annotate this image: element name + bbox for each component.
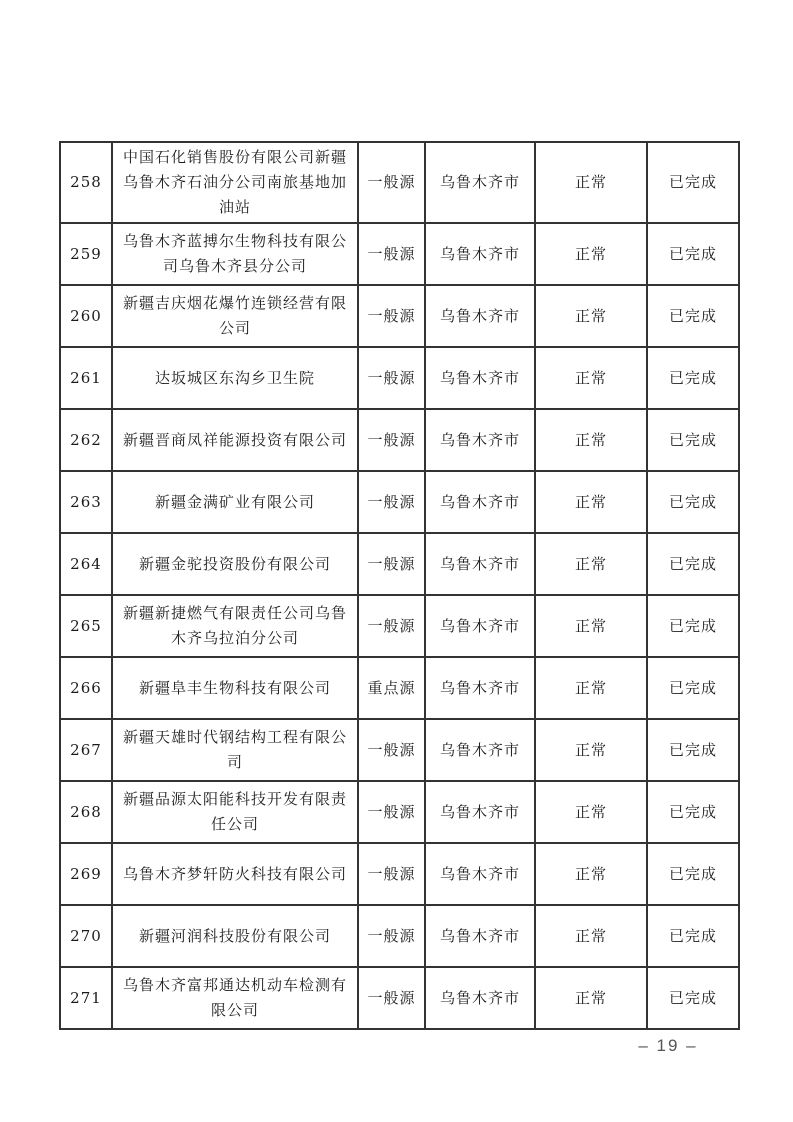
- cell-source-type: 一般源: [358, 781, 425, 843]
- cell-index: 262: [60, 409, 112, 471]
- table-row: [60, 657, 739, 719]
- cell-source-type: 一般源: [358, 223, 425, 285]
- cell-company: 乌鲁木齐蓝搏尔生物科技有限公司乌鲁木齐县分公司: [112, 223, 358, 285]
- cell-completion: 已完成: [647, 595, 739, 657]
- cell-index: 267: [60, 719, 112, 781]
- table-row: [60, 347, 739, 409]
- cell-city: 乌鲁木齐市: [425, 905, 535, 967]
- table-row: [60, 471, 739, 533]
- table-row: [60, 967, 739, 1029]
- cell-completion: 已完成: [647, 967, 739, 1029]
- cell-city: 乌鲁木齐市: [425, 657, 535, 719]
- table-body: [60, 142, 739, 1029]
- cell-company: 乌鲁木齐梦轩防火科技有限公司: [112, 843, 358, 905]
- table-row: [60, 533, 739, 595]
- table-row: [60, 781, 739, 843]
- cell-status: 正常: [535, 471, 647, 533]
- cell-status: 正常: [535, 347, 647, 409]
- cell-city: 乌鲁木齐市: [425, 471, 535, 533]
- cell-source-type: 一般源: [358, 142, 425, 223]
- cell-company: 新疆天雄时代钢结构工程有限公司: [112, 719, 358, 781]
- cell-source-type: 一般源: [358, 471, 425, 533]
- cell-source-type: 一般源: [358, 409, 425, 471]
- cell-source-type: 一般源: [358, 285, 425, 347]
- cell-company: 新疆新捷燃气有限责任公司乌鲁木齐乌拉泊分公司: [112, 595, 358, 657]
- cell-status: 正常: [535, 719, 647, 781]
- cell-status: 正常: [535, 285, 647, 347]
- cell-city: 乌鲁木齐市: [425, 285, 535, 347]
- cell-company: 新疆河润科技股份有限公司: [112, 905, 358, 967]
- cell-source-type: 一般源: [358, 719, 425, 781]
- cell-completion: 已完成: [647, 409, 739, 471]
- table-row: [60, 223, 739, 285]
- cell-completion: 已完成: [647, 781, 739, 843]
- cell-company: 新疆阜丰生物科技有限公司: [112, 657, 358, 719]
- cell-status: 正常: [535, 967, 647, 1029]
- cell-city: 乌鲁木齐市: [425, 347, 535, 409]
- cell-status: 正常: [535, 905, 647, 967]
- cell-index: 268: [60, 781, 112, 843]
- table-row: [60, 719, 739, 781]
- cell-source-type: 重点源: [358, 657, 425, 719]
- cell-index: 258: [60, 142, 112, 223]
- cell-index: 270: [60, 905, 112, 967]
- cell-company: 新疆吉庆烟花爆竹连锁经营有限公司: [112, 285, 358, 347]
- page-number: – 19 –: [638, 1036, 698, 1055]
- table-row: [60, 409, 739, 471]
- cell-source-type: 一般源: [358, 347, 425, 409]
- cell-company: 达坂城区东沟乡卫生院: [112, 347, 358, 409]
- cell-index: 261: [60, 347, 112, 409]
- cell-index: 269: [60, 843, 112, 905]
- cell-index: 260: [60, 285, 112, 347]
- cell-status: 正常: [535, 409, 647, 471]
- cell-completion: 已完成: [647, 843, 739, 905]
- table-row: [60, 595, 739, 657]
- cell-completion: 已完成: [647, 533, 739, 595]
- cell-city: 乌鲁木齐市: [425, 409, 535, 471]
- table-row: [60, 843, 739, 905]
- cell-completion: 已完成: [647, 657, 739, 719]
- cell-city: 乌鲁木齐市: [425, 142, 535, 223]
- cell-status: 正常: [535, 142, 647, 223]
- cell-source-type: 一般源: [358, 905, 425, 967]
- cell-index: 259: [60, 223, 112, 285]
- cell-status: 正常: [535, 533, 647, 595]
- cell-index: 265: [60, 595, 112, 657]
- cell-city: 乌鲁木齐市: [425, 595, 535, 657]
- enterprise-status-table: [59, 141, 740, 1030]
- cell-source-type: 一般源: [358, 595, 425, 657]
- cell-completion: 已完成: [647, 905, 739, 967]
- cell-source-type: 一般源: [358, 967, 425, 1029]
- cell-company: 乌鲁木齐富邦通达机动车检测有限公司: [112, 967, 358, 1029]
- cell-city: 乌鲁木齐市: [425, 967, 535, 1029]
- cell-status: 正常: [535, 595, 647, 657]
- cell-completion: 已完成: [647, 285, 739, 347]
- cell-index: 271: [60, 967, 112, 1029]
- cell-status: 正常: [535, 843, 647, 905]
- cell-status: 正常: [535, 781, 647, 843]
- cell-city: 乌鲁木齐市: [425, 719, 535, 781]
- cell-index: 263: [60, 471, 112, 533]
- cell-index: 264: [60, 533, 112, 595]
- cell-index: 266: [60, 657, 112, 719]
- table-row: [60, 142, 739, 223]
- cell-source-type: 一般源: [358, 843, 425, 905]
- cell-completion: 已完成: [647, 142, 739, 223]
- cell-company: 新疆金满矿业有限公司: [112, 471, 358, 533]
- cell-company: 中国石化销售股份有限公司新疆乌鲁木齐石油分公司南旅基地加油站: [112, 142, 358, 223]
- table-row: [60, 905, 739, 967]
- cell-status: 正常: [535, 657, 647, 719]
- cell-source-type: 一般源: [358, 533, 425, 595]
- cell-company: 新疆晋商凤祥能源投资有限公司: [112, 409, 358, 471]
- cell-company: 新疆品源太阳能科技开发有限责任公司: [112, 781, 358, 843]
- cell-company: 新疆金驼投资股份有限公司: [112, 533, 358, 595]
- cell-city: 乌鲁木齐市: [425, 843, 535, 905]
- cell-completion: 已完成: [647, 471, 739, 533]
- cell-completion: 已完成: [647, 347, 739, 409]
- cell-city: 乌鲁木齐市: [425, 533, 535, 595]
- cell-status: 正常: [535, 223, 647, 285]
- table-row: [60, 285, 739, 347]
- cell-completion: 已完成: [647, 223, 739, 285]
- cell-city: 乌鲁木齐市: [425, 781, 535, 843]
- cell-completion: 已完成: [647, 719, 739, 781]
- cell-city: 乌鲁木齐市: [425, 223, 535, 285]
